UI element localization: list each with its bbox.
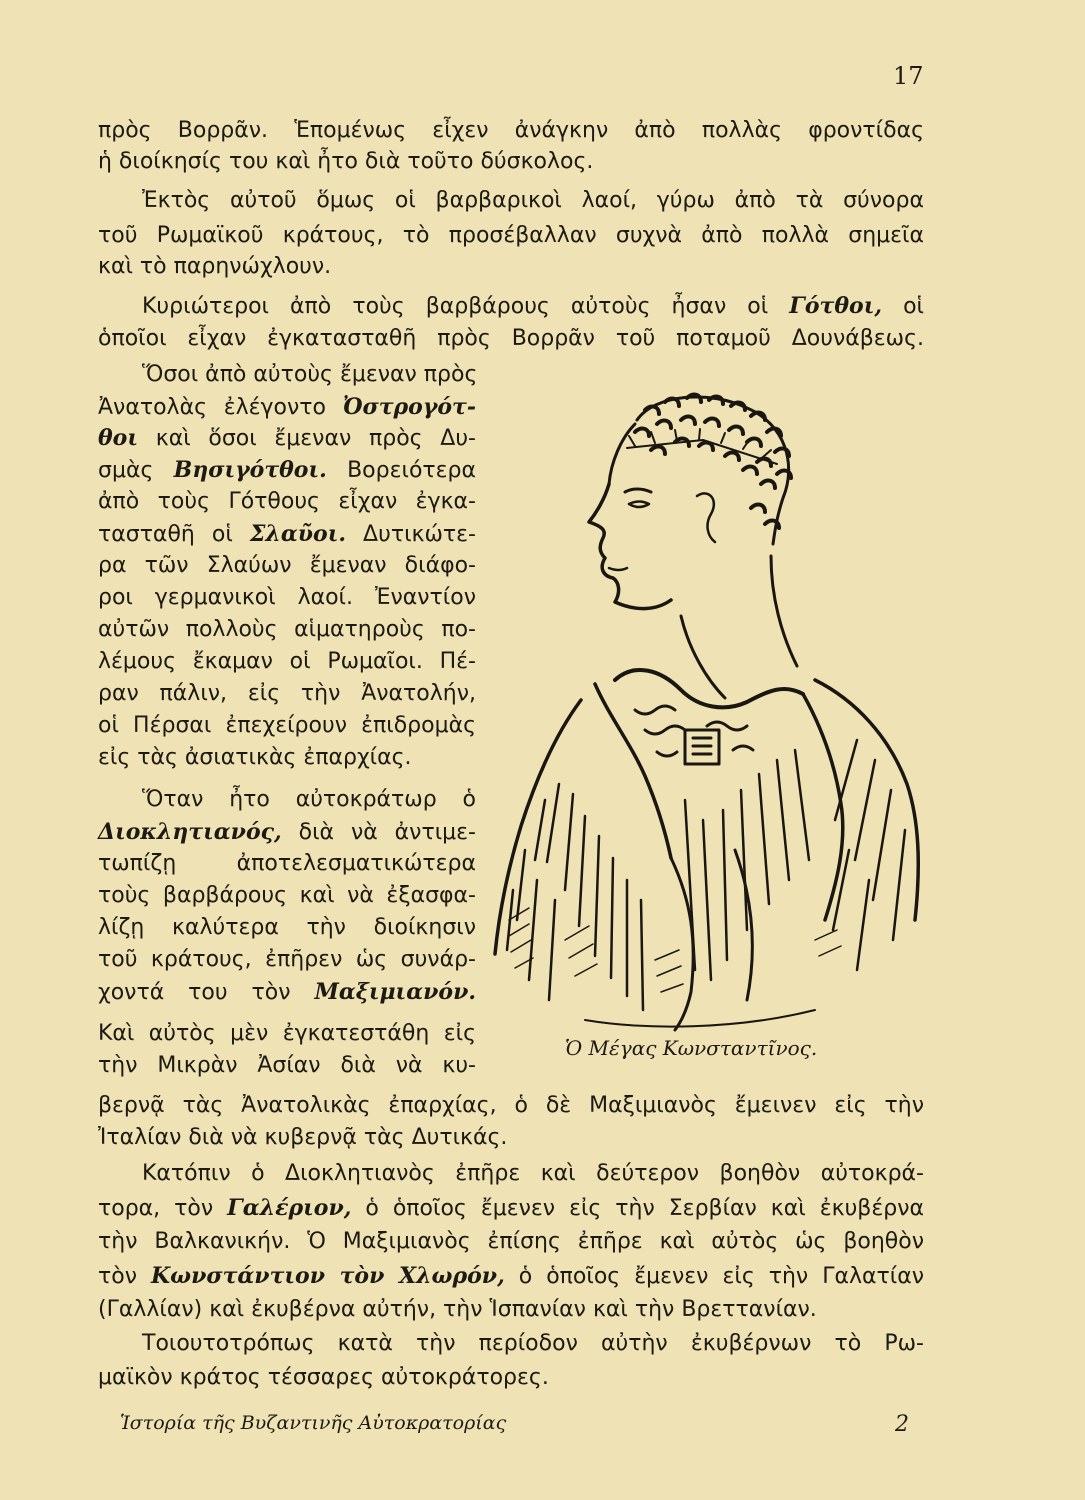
name-diocletian: Διοκλητιανός, (98, 819, 282, 845)
text-line: Ἰταλίαν διὰ νὰ κυβερνᾷ τὰς Δυτικάς. (98, 1125, 508, 1150)
text-line: οἱ Πέρσαι ἐπεχείρουν ἐπιδρομὰς (98, 713, 476, 738)
text-line: ἀπὸ τοὺς Γότθους εἶχαν ἐγκα- (98, 489, 476, 514)
text-line: ἡ διοίκησίς του καὶ ἦτο διὰ τοῦτο δύσκολος. (98, 149, 594, 174)
text-line: Ἐκτὸς αὐτοῦ ὅμως οἱ βαρβαρικοὶ λαοί, γύρω ἀπὸ τὰ σύνορα (142, 188, 924, 213)
text-run: Κυριώτεροι ἀπὸ τοὺς βαρβάρους αὐτοὺς ἦσαν οἱ (142, 294, 769, 319)
text-line: ρα τῶν Σλαύων ἔμεναν διάφο- (98, 553, 476, 578)
text-run: οἱ (903, 294, 924, 319)
text-line: Ὅσοι ἀπὸ αὐτοὺς ἔμεναν πρὸς (142, 362, 478, 387)
text-line: τὴν Μικρὰν Ἀσίαν διὰ νὰ κυ- (98, 1053, 476, 1078)
sheet-signature-number: 2 (895, 1412, 909, 1437)
text-run: σμὰς (98, 458, 154, 483)
text-run: τὸν (98, 1264, 137, 1289)
text-line (98, 292, 924, 321)
text-run: τορα, τὸν (98, 1196, 214, 1221)
text-line: ὁποῖοι εἶχαν ἐγκατασταθῆ πρὸς Βορρᾶν τοῦ ποταμοῦ Δουνάβεως. (98, 326, 924, 351)
text-line: Καὶ αὐτὸς μὲν ἐγκατεστάθη εἰς (98, 1021, 476, 1046)
text-run: Βορειότερα (347, 458, 477, 483)
portrait-illustration (485, 380, 925, 1040)
text-line (98, 456, 476, 485)
portrait-caption: Ὁ Μέγας Κωνσταντῖνος. (565, 1036, 818, 1060)
text-line: καὶ τὸ παρηνώχλουν. (98, 254, 332, 279)
text-line: τὴν Βαλκανικήν. Ὁ Μαξιμιανὸς ἐπίσης ἐπῆρε καὶ αὐτὸς ὡς βοηθὸν (98, 1229, 924, 1254)
text-line: τοῦ Ρωμαϊκοῦ κράτους, τὸ προσέβαλλαν συχνὰ ἀπὸ πολλὰ σημεῖα (98, 223, 924, 248)
text-run: Ἀνατολὰς ἐλέγοντο (98, 395, 326, 420)
text-line: ραν πάλιν, εἰς τὴν Ἀνατολήν, (98, 681, 476, 706)
text-line (98, 1262, 924, 1291)
text-run: διὰ νὰ ἀντιμε- (298, 820, 476, 845)
name-ostrogoths: Ὀστρογότ- (342, 394, 476, 420)
text-run: Δυτικώτε- (363, 522, 476, 547)
page-number: 17 (893, 62, 924, 90)
text-line: Κατόπιν ὁ Διοκλητιανὸς ἐπῆρε καὶ δεύτερον βοηθὸν αὐτοκρά- (142, 1161, 924, 1186)
text-line (98, 393, 476, 422)
text-line: εἰς τὰς ἀσιατικὰς ἐπαρχίας. (98, 745, 412, 770)
name-ostrogoths-end: θοι (98, 425, 138, 451)
text-line (98, 978, 476, 1007)
text-run: καὶ ὅσοι ἔμεναν πρὸς Δυ- (155, 426, 476, 451)
text-line (98, 424, 476, 453)
name-visigoths: Βησιγότθοι. (173, 457, 327, 483)
text-line: Τοιουτοτρόπως κατὰ τὴν περίοδον αὐτὴν ἐκυβέρνων τὸ Ρω- (142, 1331, 924, 1356)
text-run: τασταθῆ οἱ (98, 522, 233, 547)
name-constantius-chlorus: Κωνστάντιον τὸν Χλωρόν, (151, 1263, 505, 1289)
text-line (98, 818, 476, 847)
footer-book-title: Ἱστορία τῆς Βυζαντινῆς Αὐτοκρατορίας (120, 1412, 507, 1434)
text-line: (Γαλλίαν) καὶ ἐκυβέρνα αὐτήν, τὴν Ἱσπανίαν καὶ τὴν Βρεττανίαν. (98, 1297, 817, 1322)
text-line: Ὅταν ἦτο αὐτοκράτωρ ὁ (142, 787, 476, 812)
text-line: μαϊκὸν κράτος τέσσαρες αὐτοκράτορες. (98, 1365, 549, 1390)
text-run: χοντά του τὸν (98, 980, 291, 1005)
text-line: πρὸς Βορρᾶν. Ἑπομένως εἶχεν ἀνάγκην ἀπὸ πολλὰς φροντίδας (98, 118, 924, 143)
text-line: τοῦ κράτους, ἐπῆρεν ὡς συνάρ- (98, 947, 476, 972)
text-run: ὁ ὁποῖος ἔμενεν εἰς τὴν Σερβίαν καὶ ἐκυβέρνα (365, 1196, 924, 1221)
name-maximian: Μαξιμιανόν. (314, 979, 476, 1005)
text-line: λίζῃ καλύτερα τὴν διοίκησιν (98, 915, 476, 940)
text-line: βερνᾷ τὰς Ἀνατολικὰς ἐπαρχίας, ὁ δὲ Μαξιμιανὸς ἔμεινεν εἰς τὴν (98, 1093, 924, 1118)
text-line: τοὺς βαρβάρους καὶ νὰ ἐξασφα- (98, 883, 476, 908)
text-run: ὁ ὁποῖος ἔμενεν εἰς τὴν Γαλατίαν (518, 1264, 924, 1289)
name-slavs: Σλαῦοι. (249, 521, 346, 547)
text-line (98, 1194, 924, 1223)
text-line: τωπίζῃ ἀποτελεσματικώτερα (98, 851, 476, 876)
text-line: ροι γερμανικοὶ λαοί. Ἐναντίον (98, 585, 476, 610)
name-goths: Γότθοι, (789, 293, 883, 319)
text-line: λέμους ἔκαμαν οἱ Ρωμαῖοι. Πέ- (98, 649, 476, 674)
text-line (98, 520, 476, 549)
text-line: αὐτῶν πολλοὺς αἱματηροὺς πο- (98, 617, 476, 642)
name-galerius: Γαλέριον, (227, 1195, 352, 1221)
